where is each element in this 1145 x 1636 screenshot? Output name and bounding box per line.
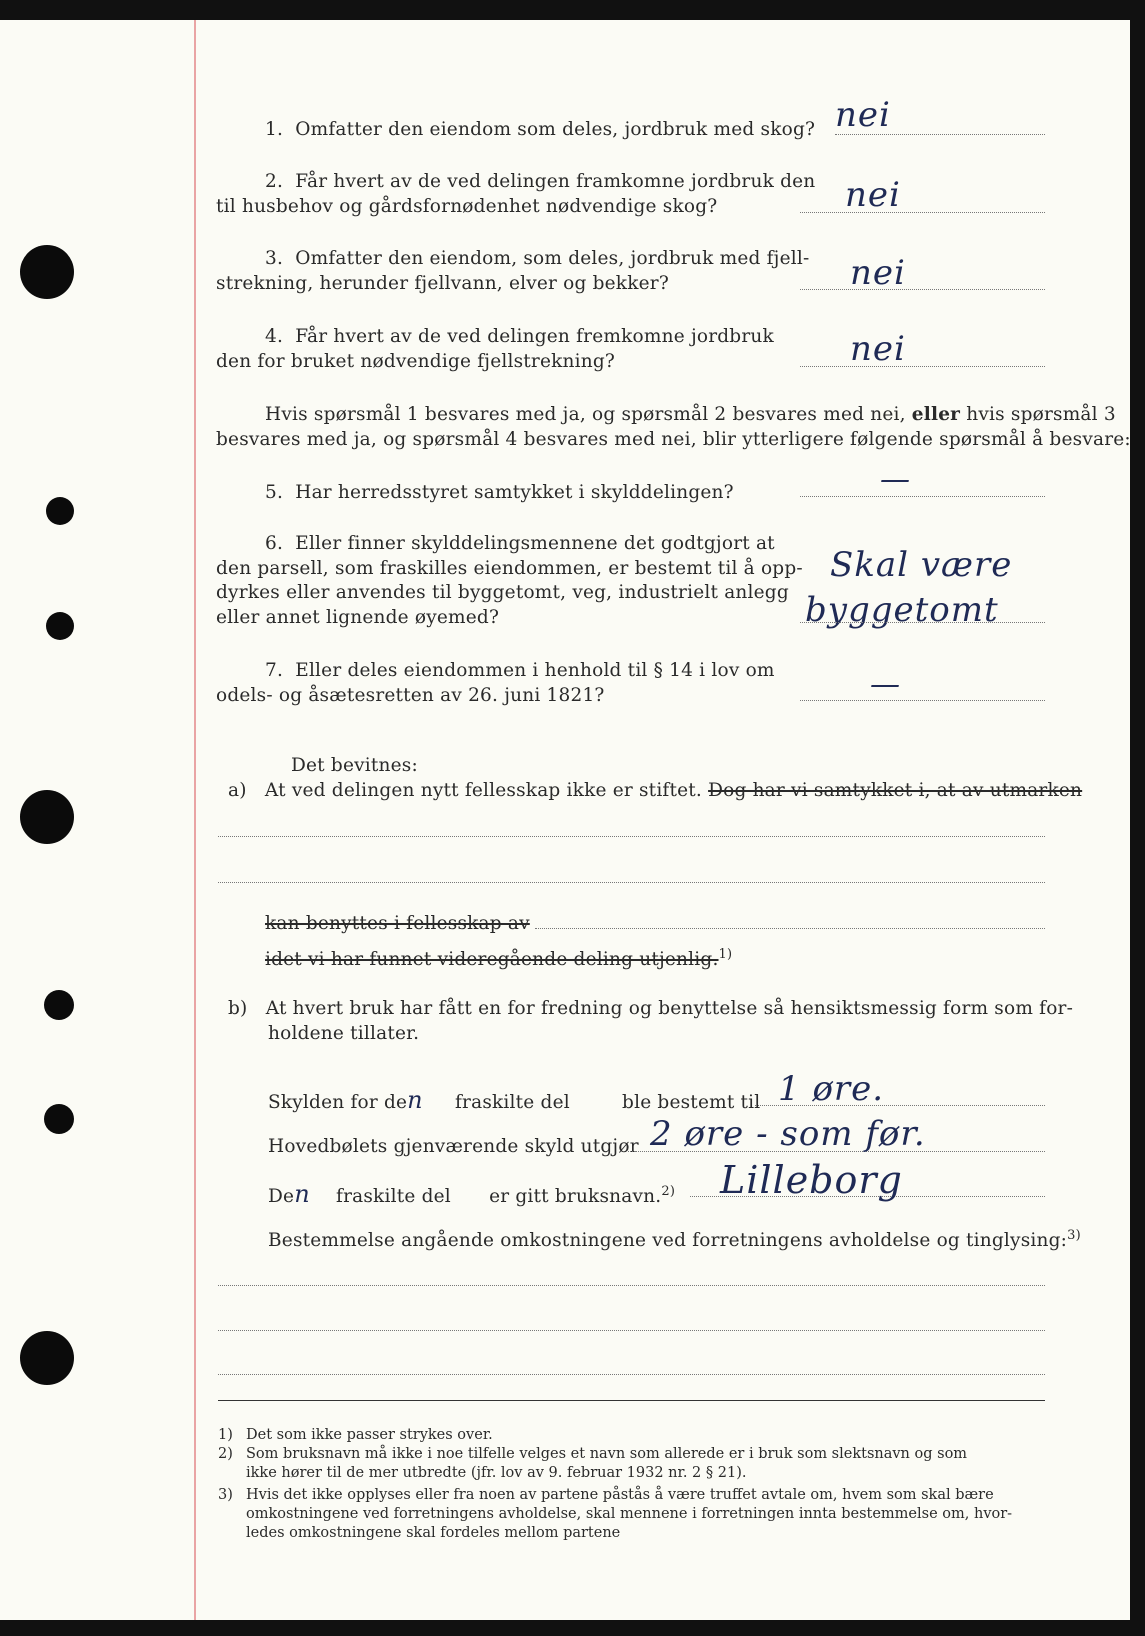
answer-line: [800, 366, 1045, 367]
question-4: 4. Får hvert av de ved delingen fremkomne jordbruk: [265, 326, 774, 347]
question-number: 1.: [265, 119, 284, 140]
answer-handwritten: nei: [850, 253, 906, 293]
blank-line: [218, 1330, 1045, 1331]
answer-handwritten: —: [870, 667, 901, 702]
certify-b: b) At hvert bruk har fått en for fredning og benyttelse så hensiktsmessig form som for-: [228, 998, 1074, 1019]
footnote-text: ikke hører til de mer utbredte (jfr. lov av 9. februar 1932 nr. 2 § 21).: [246, 1465, 747, 1481]
footnote-text: Som bruksnavn må ikke i noe tilfelle velges et navn som allerede er i bruk som slektsnavn og som: [246, 1446, 968, 1462]
question-3-cont: strekning, herunder fjellvann, elver og bekker?: [216, 273, 669, 294]
question-6-cont: eller annet lignende øyemed?: [216, 607, 500, 628]
footnote-divider: [218, 1400, 1045, 1401]
question-6: 6. Eller finner skylddelingsmennene det godtgjort at: [265, 533, 775, 554]
footnote-text: Hvis det ikke opplyses eller fra noen av partene påstås å være truffet avtale om, hvem som skal bære: [246, 1487, 994, 1503]
skyld-answer-handwritten: 1 øre.: [778, 1069, 885, 1109]
footnote-3: 3): [218, 1487, 233, 1503]
answer-handwritten: —: [880, 462, 911, 497]
blank-line: [218, 1374, 1045, 1375]
blank-line: [218, 1285, 1045, 1286]
footnote-1: 1): [218, 1427, 233, 1443]
question-1: [265, 117, 815, 142]
answer-line: [800, 496, 1045, 497]
condition-line-2: besvares med ja, og spørsmål 4 besvares med nei, blir ytterligere følgende spørsmål å besvare:: [216, 429, 1131, 450]
blank-line: [218, 882, 1045, 883]
question-6-cont: den parsell, som fraskilles eiendommen, er bestemt til å opp-: [216, 558, 803, 579]
punch-hole: [44, 990, 74, 1020]
blank-line: [535, 928, 1045, 929]
answer-line: [800, 622, 1045, 623]
question-text: Omfatter den eiendom som deles, jordbruk med skog?: [295, 119, 816, 140]
condition-line-1: Hvis spørsmål 1 besvares med ja, og spørsmål 2 besvares med nei, eller hvis spørsmål 3: [265, 404, 1116, 425]
field-hovedbol: Hovedbølets gjenværende skyld utgjør: [268, 1136, 639, 1157]
answer-line: [800, 700, 1045, 701]
footnote-text: omkostningene ved forretningens avholdelse, skal mennene i forretningen innta bestemmelse om, hvor-: [246, 1506, 1013, 1522]
answer-handwritten: nei: [850, 329, 906, 369]
footnote-text: Det som ikke passer strykes over.: [246, 1427, 493, 1443]
question-3: 3. Omfatter den eiendom, som deles, jordbruk med fjell-: [265, 248, 810, 269]
hovedbol-answer-handwritten: 2 øre - som før.: [650, 1114, 926, 1154]
question-7-cont: odels- og åsætesretten av 26. juni 1821?: [216, 685, 605, 706]
question-4-cont: den for bruket nødvendige fjellstrekning?: [216, 351, 616, 372]
question-5: 5. Har herredsstyret samtykket i skylddelingen?: [265, 482, 734, 503]
question-6-cont: dyrkes eller anvendes til byggetomt, veg, industrielt anlegg: [216, 582, 789, 603]
certify-heading: Det bevitnes:: [291, 755, 418, 776]
punch-hole: [20, 1331, 74, 1385]
answer-handwritten: Skal være: [830, 545, 1013, 585]
blank-line: [218, 836, 1045, 837]
answer-handwritten: nei: [835, 95, 891, 135]
field-bruksnavn: Den fraskilte del er gitt bruksnavn.$^{2)}$: [268, 1180, 676, 1209]
margin-rule: [194, 20, 196, 1620]
punch-hole: [46, 612, 74, 640]
struck-text: kan benyttes i fellesskap av: [265, 913, 530, 934]
punch-hole: [20, 790, 74, 844]
certify-b-cont: holdene tillater.: [268, 1023, 420, 1044]
field-bestemmelse: Bestemmelse angående omkostningene ved forretningens avholdelse og tinglysing:$^{3)}$: [268, 1228, 1081, 1252]
question-7: 7. Eller deles eiendommen i henhold til § 14 i lov om: [265, 660, 775, 681]
answer-line: [800, 212, 1045, 213]
answer-handwritten: byggetomt: [805, 590, 999, 630]
struck-text: Dog har vi samtykket i, at av utmarken: [708, 780, 1083, 801]
bruksnavn-answer-handwritten: Lilleborg: [720, 1158, 903, 1202]
footnote-text: ledes omkostningene skal fordeles mellom partene: [246, 1525, 621, 1541]
field-skyld: Skylden for den fraskilte del ble bestemt til: [268, 1086, 761, 1114]
struck-line-3: idet vi har funnet videregående deling utjenlig.$^{1)}$: [265, 947, 733, 971]
question-2-cont: til husbehov og gårdsfornødenhet nødvendige skog?: [216, 196, 718, 217]
punch-hole: [46, 497, 74, 525]
question-2: 2. Får hvert av de ved delingen framkomne jordbruk den: [265, 171, 816, 192]
answer-handwritten: nei: [845, 175, 901, 215]
answer-line: [800, 289, 1045, 290]
certify-a: a) At ved delingen nytt fellesskap ikke er stiftet. Dog har vi samtykket i, at av utmarken: [228, 780, 1083, 801]
footnote-2: 2): [218, 1446, 233, 1462]
punch-hole: [44, 1104, 74, 1134]
punch-hole: [20, 245, 74, 299]
